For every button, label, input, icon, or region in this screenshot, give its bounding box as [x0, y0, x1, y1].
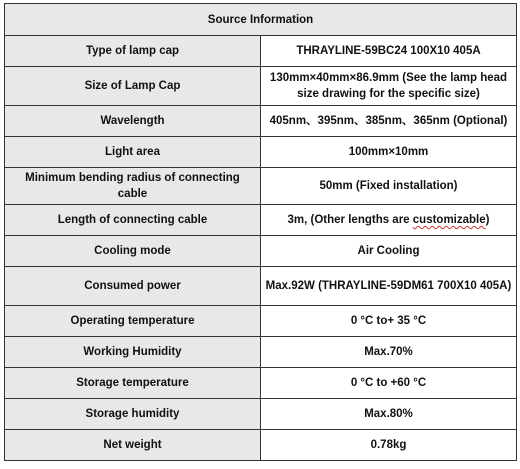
- table-row: [5, 337, 517, 368]
- table-header-row: [5, 4, 517, 36]
- row-label: Wavelength: [5, 106, 261, 137]
- row-value: Max.92W (THRAYLINE-59DM61 700X10 405A): [261, 267, 517, 306]
- row-value: [261, 205, 517, 236]
- table-row: [5, 267, 517, 306]
- table-row: [5, 368, 517, 399]
- row-value-underlined: customizable: [412, 214, 486, 226]
- table-row: [5, 306, 517, 337]
- table-row: [5, 137, 517, 168]
- table-title: Source Information: [5, 4, 517, 36]
- row-label: Operating temperature: [5, 306, 261, 337]
- row-value-tail: ): [485, 214, 490, 226]
- row-label: Type of lamp cap: [5, 36, 261, 67]
- row-value: Max.80%: [261, 399, 517, 430]
- row-label: Light area: [5, 137, 261, 168]
- row-label: Consumed power: [5, 267, 261, 306]
- row-label: Minimum bending radius of connecting cable: [5, 168, 261, 205]
- row-value: Air Cooling: [261, 236, 517, 267]
- row-value: Max.70%: [261, 337, 517, 368]
- table-row: [5, 430, 517, 461]
- row-label: Storage humidity: [5, 399, 261, 430]
- row-value: 0 °C to+ 35 °C: [261, 306, 517, 337]
- source-information-table: [4, 3, 517, 461]
- row-label: Storage temperature: [5, 368, 261, 399]
- row-value: 50mm (Fixed installation): [261, 168, 517, 205]
- row-label: Size of Lamp Cap: [5, 67, 261, 106]
- table-row: [5, 236, 517, 267]
- table-row: [5, 36, 517, 67]
- table-row: [5, 399, 517, 430]
- row-value: THRAYLINE-59BC24 100X10 405A: [261, 36, 517, 67]
- row-label: Net weight: [5, 430, 261, 461]
- table-row: [5, 67, 517, 106]
- table-row: [5, 205, 517, 236]
- table-row: [5, 106, 517, 137]
- row-value: 0.78kg: [261, 430, 517, 461]
- table-row: [5, 168, 517, 205]
- row-value: 130mm×40mm×86.9mm (See the lamp head size drawing for the specific size): [261, 67, 517, 106]
- row-value: 405nm、395nm、385nm、365nm (Optional): [261, 106, 517, 137]
- row-label: Working Humidity: [5, 337, 261, 368]
- row-label: Cooling mode: [5, 236, 261, 267]
- row-value: 100mm×10mm: [261, 137, 517, 168]
- row-value-main: 3m, (Other lengths are: [287, 214, 413, 226]
- row-label: Length of connecting cable: [5, 205, 261, 236]
- row-value: 0 °C to +60 °C: [261, 368, 517, 399]
